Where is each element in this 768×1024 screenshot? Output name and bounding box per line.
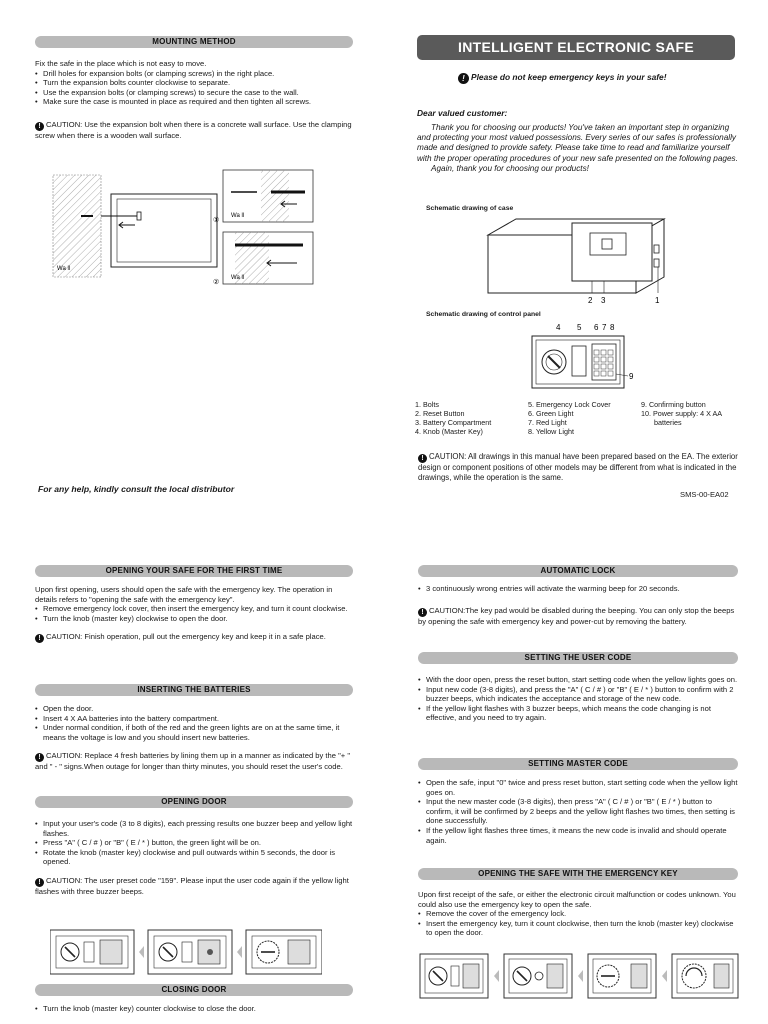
step-panel-1 — [50, 930, 134, 974]
auto-lock-header: AUTOMATIC LOCK — [418, 565, 738, 577]
batteries-header: INSERTING THE BATTERIES — [35, 684, 353, 696]
list-item: • Turn the expansion bolts counter clockwise to separate. — [35, 78, 353, 88]
intro-letter — [417, 108, 739, 174]
master-code-header: SETTING MASTER CODE — [418, 758, 738, 770]
callout-8: 8 — [610, 323, 615, 332]
legend-item: 9. Confirming button — [641, 400, 706, 409]
opening-steps — [35, 819, 353, 867]
caution-text: CAUTION:The key pad would be disabled during the beeping. You can only stop the beeps by opening the safe with emergency key and power-cut by removing the battery. — [418, 605, 735, 626]
emergency-section — [418, 868, 738, 938]
case-drawing-label: Schematic drawing of case — [426, 205, 514, 212]
emergency-header: OPENING THE SAFE WITH THE EMERGENCY KEY — [418, 868, 738, 880]
control-panel-drawing — [528, 320, 648, 392]
auto-lock-caution — [418, 606, 738, 627]
legend-item: 7. Red Light — [528, 418, 567, 427]
emergency-panel-1 — [420, 954, 488, 998]
emergency-panel-2 — [504, 954, 572, 998]
legend-item: 1. Bolts — [415, 400, 439, 409]
callout-6: 6 — [594, 323, 599, 332]
caution-text: CAUTION: Finish operation, pull out the emergency key and keep it in a safe place. — [46, 632, 326, 642]
figure-marker: ① — [213, 217, 220, 224]
batteries-steps — [35, 704, 353, 742]
opening-caution — [35, 876, 353, 897]
list-item: • Under normal condition, if both of the red and the green lights are on at the same time, it means the voltage is low and you should insert new batteries. — [35, 723, 353, 742]
chevron-right-icon — [578, 970, 583, 982]
callout-4: 4 — [556, 323, 561, 332]
legend-item: 3. Battery Compartment — [415, 418, 492, 427]
list-item: • Open the door. — [35, 704, 353, 714]
mounting-header: MOUNTING METHOD — [35, 36, 353, 48]
user-code-header: SETTING THE USER CODE — [418, 652, 738, 664]
master-code-steps — [418, 778, 738, 845]
wall-label: Wa ll — [57, 266, 71, 272]
closing-section — [35, 984, 353, 1014]
list-item: • Input your user's code (3 to 8 digits), each pressing results one buzzer beep and yellow light flashes. — [35, 819, 353, 838]
greeting: Dear valued customer: — [417, 108, 508, 118]
master-code-section — [418, 758, 738, 845]
user-code-steps — [418, 675, 738, 723]
chevron-right-icon — [662, 970, 667, 982]
list-item: • Rotate the knob (master key) clockwise and pull outwards within 5 seconds, the door is opened. — [35, 848, 353, 867]
list-item: • Turn the knob (master key) counter clockwise to close the door. — [35, 1004, 353, 1014]
list-item: • Use the expansion bolts (or clamping screws) to secure the case to the wall. — [35, 88, 353, 98]
bolt-block — [654, 259, 659, 267]
safe-case-outline — [111, 194, 220, 267]
batteries-section — [35, 684, 353, 772]
chevron-right-icon — [237, 946, 242, 958]
step-panel-3 — [246, 930, 322, 974]
callout-3: 3 — [601, 296, 606, 305]
mounting-illustration — [35, 165, 325, 290]
legend-item: 8. Yellow Light — [528, 427, 574, 436]
list-item: • Open the safe, input "0" twice and press reset button, start setting code when the yellow light goes on. — [418, 778, 738, 797]
list-item: • Turn the knob (master key) clockwise to open the door. — [35, 614, 353, 624]
user-code-section — [418, 652, 738, 723]
emergency-steps-illustration — [418, 952, 740, 1002]
first-time-steps — [35, 604, 353, 623]
emergency-lock-cover — [572, 346, 586, 376]
list-item: • Insert the emergency key, turn it count clockwise, then turn the knob (master key) clockwise to open the door. — [418, 919, 738, 938]
list-item: • If the yellow light flashes three times, it means the new code is invalid and should operate again. — [418, 826, 738, 845]
help-text: For any help, kindly consult the local distributor — [38, 484, 235, 494]
exclamation-circle-icon: ! — [418, 608, 427, 617]
exclamation-circle-icon: ! — [35, 753, 44, 762]
auto-lock-section — [418, 565, 738, 626]
legend-col-1 — [415, 400, 525, 436]
emergency-panel-4 — [672, 954, 738, 998]
list-item: • Remove the cover of the emergency lock. — [418, 909, 738, 919]
batteries-caution — [35, 751, 353, 772]
list-item: • Input new code (3-8 digits), and press the "A" ( C / # ) or "B" ( E / * ) button to confirm with 2 buzzer beeps, which indicates the acceptance and storage of the new code. — [418, 685, 738, 704]
first-time-intro: Upon first opening, users should open the safe with the emergency key. The operation in details refers to "opening the safe with the emergency key". — [35, 585, 333, 604]
legend-item: 5. Emergency Lock Cover — [528, 400, 611, 409]
opening-steps-illustration — [50, 928, 322, 976]
wall-section — [53, 175, 101, 277]
intro-paragraph: Thank you for choosing our products! You've taken an important step in organizing and protecting your most valued possessions. Every series of our safes is professionally made and designed to provide safety. Please take time to read and familiarize yourself with the proper operating procedures of your new safe presented on the following pages. — [417, 123, 738, 163]
mounting-section — [35, 36, 353, 141]
list-item: • 3 continuously wrong entries will activate the warming beep for 20 seconds. — [418, 584, 738, 594]
chevron-right-icon — [139, 946, 144, 958]
keypad — [592, 344, 616, 380]
opening-section — [35, 796, 353, 897]
opening-header: OPENING DOOR — [35, 796, 353, 808]
warning-text: Please do not keep emergency keys in your safe! — [471, 72, 667, 82]
wall-label: Wa ll — [231, 213, 245, 219]
figure-marker: ② — [213, 279, 220, 286]
list-item: • Make sure the case is mounted in place as required and then tighten all screws. — [35, 97, 353, 107]
mounting-caution — [35, 120, 353, 141]
first-time-caution — [35, 632, 353, 643]
callout-2: 2 — [588, 296, 593, 305]
emergency-steps — [418, 909, 738, 938]
list-item: • With the door open, press the reset button, start setting code when the yellow lights goes on. — [418, 675, 738, 685]
drawing-caution-block — [418, 452, 740, 484]
legend-item: 10. Power supply: 4 X AA — [641, 409, 723, 418]
page-title: INTELLIGENT ELECTRONIC SAFE — [417, 35, 735, 60]
safe-case-drawing — [480, 215, 670, 307]
caution-text: CAUTION: All drawings in this manual have been prepared based on the EA. The exterior design or component positions of other models may be different from what is indicated in the drawings, while the operation is the same. — [418, 452, 738, 483]
exclamation-circle-icon: ! — [418, 454, 427, 463]
first-time-section — [35, 565, 353, 643]
exclamation-circle-icon: ! — [35, 122, 44, 131]
legend-col-2 — [528, 400, 638, 436]
list-item: • Insert 4 X AA batteries into the battery compartment. — [35, 714, 353, 724]
emergency-intro: Upon first receipt of the safe, or either the electronic circuit malfunction or codes unknown. You could also use the emergency key to open the safe. — [418, 890, 736, 909]
closing-header: CLOSING DOOR — [35, 984, 353, 996]
legend-col-3 — [641, 400, 741, 427]
model-code: SMS-00-EA02 — [680, 490, 729, 499]
bolt-block — [654, 245, 659, 253]
wall-label: Wa ll — [231, 275, 245, 281]
auto-lock-steps — [418, 584, 738, 594]
caution-text: CAUTION: The user preset code "159". Please input the user code again if the yellow light flashes with three buzzer beeps. — [35, 875, 349, 896]
list-item: • Input the new master code (3-8 digits), then press "A" ( C / # ) or "B" ( E / * ) button to confirm, it will be confirmed by 2 beeps and the yellow light flashes two times, then setting is done successfully. — [418, 797, 738, 826]
list-item: • Press "A" ( C / # ) or "B" ( E / * ) button, the green light will be on. — [35, 838, 353, 848]
legend-item: 2. Reset Button — [415, 409, 465, 418]
list-item: • Drill holes for expansion bolts (or clamping screws) in the right place. — [35, 69, 353, 79]
callout-7: 7 — [602, 323, 607, 332]
closing-steps — [35, 1004, 353, 1014]
detail-wall-1 — [261, 170, 289, 222]
step-panel-2 — [148, 930, 232, 974]
callout-1: 1 — [655, 296, 660, 305]
caution-text: CAUTION: Use the expansion bolt when there is a concrete wall surface. Use the clamping screw when there is a wooden wall surface. — [35, 119, 352, 140]
mounting-intro: Fix the safe in the place which is not easy to move. — [35, 59, 207, 68]
exclamation-circle-icon: ! — [458, 73, 469, 84]
list-item: • Remove emergency lock cover, then insert the emergency key, and turn it count clockwise. — [35, 604, 353, 614]
legend-item: 6. Green Light — [528, 409, 574, 418]
panel-drawing-label: Schematic drawing of control panel — [426, 311, 541, 318]
thanks-line: Again, thank you for choosing our products! — [431, 163, 589, 173]
bolt-head — [137, 212, 141, 220]
legend-item: 4. Knob (Master Key) — [415, 427, 483, 436]
mounting-steps — [35, 69, 353, 107]
open-door — [572, 223, 652, 281]
exclamation-circle-icon: ! — [35, 878, 44, 887]
exclamation-circle-icon: ! — [35, 634, 44, 643]
caution-text: CAUTION: Replace 4 fresh batteries by lining them up in a manner as indicated by the "+ " and " - " signs.When outage for longer than thirty minutes, you should reset the user's code. — [35, 751, 351, 772]
drawing-caution — [418, 452, 740, 484]
callout-9: 9 — [629, 372, 634, 381]
legend-item: batteries — [654, 418, 682, 427]
callout-5: 5 — [577, 323, 582, 332]
emergency-panel-3 — [588, 954, 656, 998]
list-item: • If the yellow light flashes with 3 buzzer beeps, which means the code changing is not effective, and you need to try again. — [418, 704, 738, 723]
chevron-right-icon — [494, 970, 499, 982]
first-time-header: OPENING YOUR SAFE FOR THE FIRST TIME — [35, 565, 353, 577]
warning-line — [458, 72, 738, 84]
